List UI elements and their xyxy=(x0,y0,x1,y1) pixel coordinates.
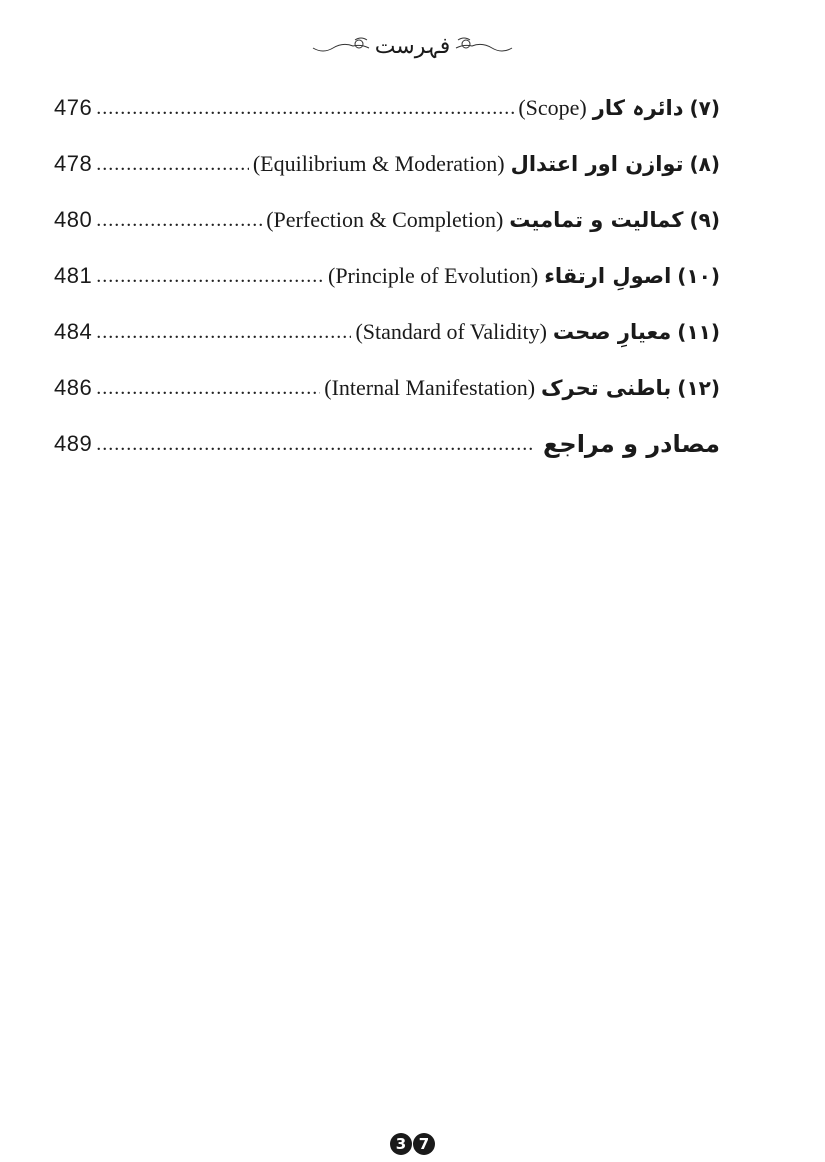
toc-english-title: (Equilibrium & Moderation) xyxy=(252,151,505,176)
dot-leader xyxy=(96,377,320,400)
toc-page-number: 476 xyxy=(54,95,93,120)
toc-entry-scope[interactable] xyxy=(54,80,720,136)
toc-item-number: (۸) xyxy=(689,152,720,176)
toc-entry-references[interactable] xyxy=(54,416,720,472)
toc-entry-validity[interactable] xyxy=(54,304,720,360)
toc-entry-title xyxy=(328,263,720,289)
toc-page-number: 486 xyxy=(54,375,93,400)
page-number-digit: 7 xyxy=(413,1133,435,1155)
toc-item-number: (۱۱) xyxy=(677,320,720,344)
toc-entry-evolution[interactable] xyxy=(54,248,720,304)
toc-urdu-title: باطنی تحرک xyxy=(541,376,672,400)
toc-entry-title xyxy=(518,95,720,121)
toc-page-number: 489 xyxy=(54,431,93,456)
toc-english-title: (Internal Manifestation) xyxy=(324,375,536,400)
toc-page-number: 478 xyxy=(54,151,93,176)
page-header xyxy=(0,22,825,70)
dot-leader xyxy=(96,433,533,456)
toc-urdu-title: اصولِ ارتقاء xyxy=(544,264,672,288)
toc-item-number: (۱۰) xyxy=(677,264,720,288)
right-flourish-ornament xyxy=(454,34,514,58)
page-number-digit: 3 xyxy=(390,1133,412,1155)
table-of-contents xyxy=(54,80,720,472)
toc-urdu-title: توازن اور اعتدال xyxy=(510,152,684,176)
toc-english-title: (Scope) xyxy=(518,95,587,120)
toc-english-title: (Perfection & Completion) xyxy=(266,207,504,232)
toc-item-number: (۱۲) xyxy=(677,376,720,400)
toc-urdu-title: مصادر و مراجع xyxy=(543,430,720,458)
dot-leader xyxy=(96,321,351,344)
toc-entry-equilibrium[interactable] xyxy=(54,136,720,192)
toc-entry-perfection[interactable] xyxy=(54,192,720,248)
toc-english-title: (Standard of Validity) xyxy=(355,319,547,344)
toc-entry-title xyxy=(324,375,720,401)
toc-item-number: (۷) xyxy=(689,96,720,120)
dot-leader xyxy=(96,265,324,288)
toc-urdu-title: کمالیت و تمامیت xyxy=(509,208,684,232)
toc-english-title: (Principle of Evolution) xyxy=(328,263,539,288)
page-number xyxy=(0,1133,825,1155)
toc-entry-title xyxy=(253,151,720,177)
toc-entry-title xyxy=(355,319,720,345)
toc-urdu-title: دائرہ کار xyxy=(592,96,684,120)
left-flourish-ornament xyxy=(311,34,371,58)
dot-leader xyxy=(96,209,262,232)
toc-entry-manifestation[interactable] xyxy=(54,360,720,416)
dot-leader xyxy=(96,97,514,120)
toc-page-number: 480 xyxy=(54,207,93,232)
toc-page-number: 481 xyxy=(54,263,93,288)
toc-page-number: 484 xyxy=(54,319,93,344)
page-title: فہرست xyxy=(374,33,451,59)
toc-entry-title xyxy=(266,207,720,233)
toc-item-number: (۹) xyxy=(689,208,720,232)
dot-leader xyxy=(96,153,249,176)
toc-entry-title xyxy=(537,430,720,458)
toc-urdu-title: معیارِ صحت xyxy=(552,320,672,344)
